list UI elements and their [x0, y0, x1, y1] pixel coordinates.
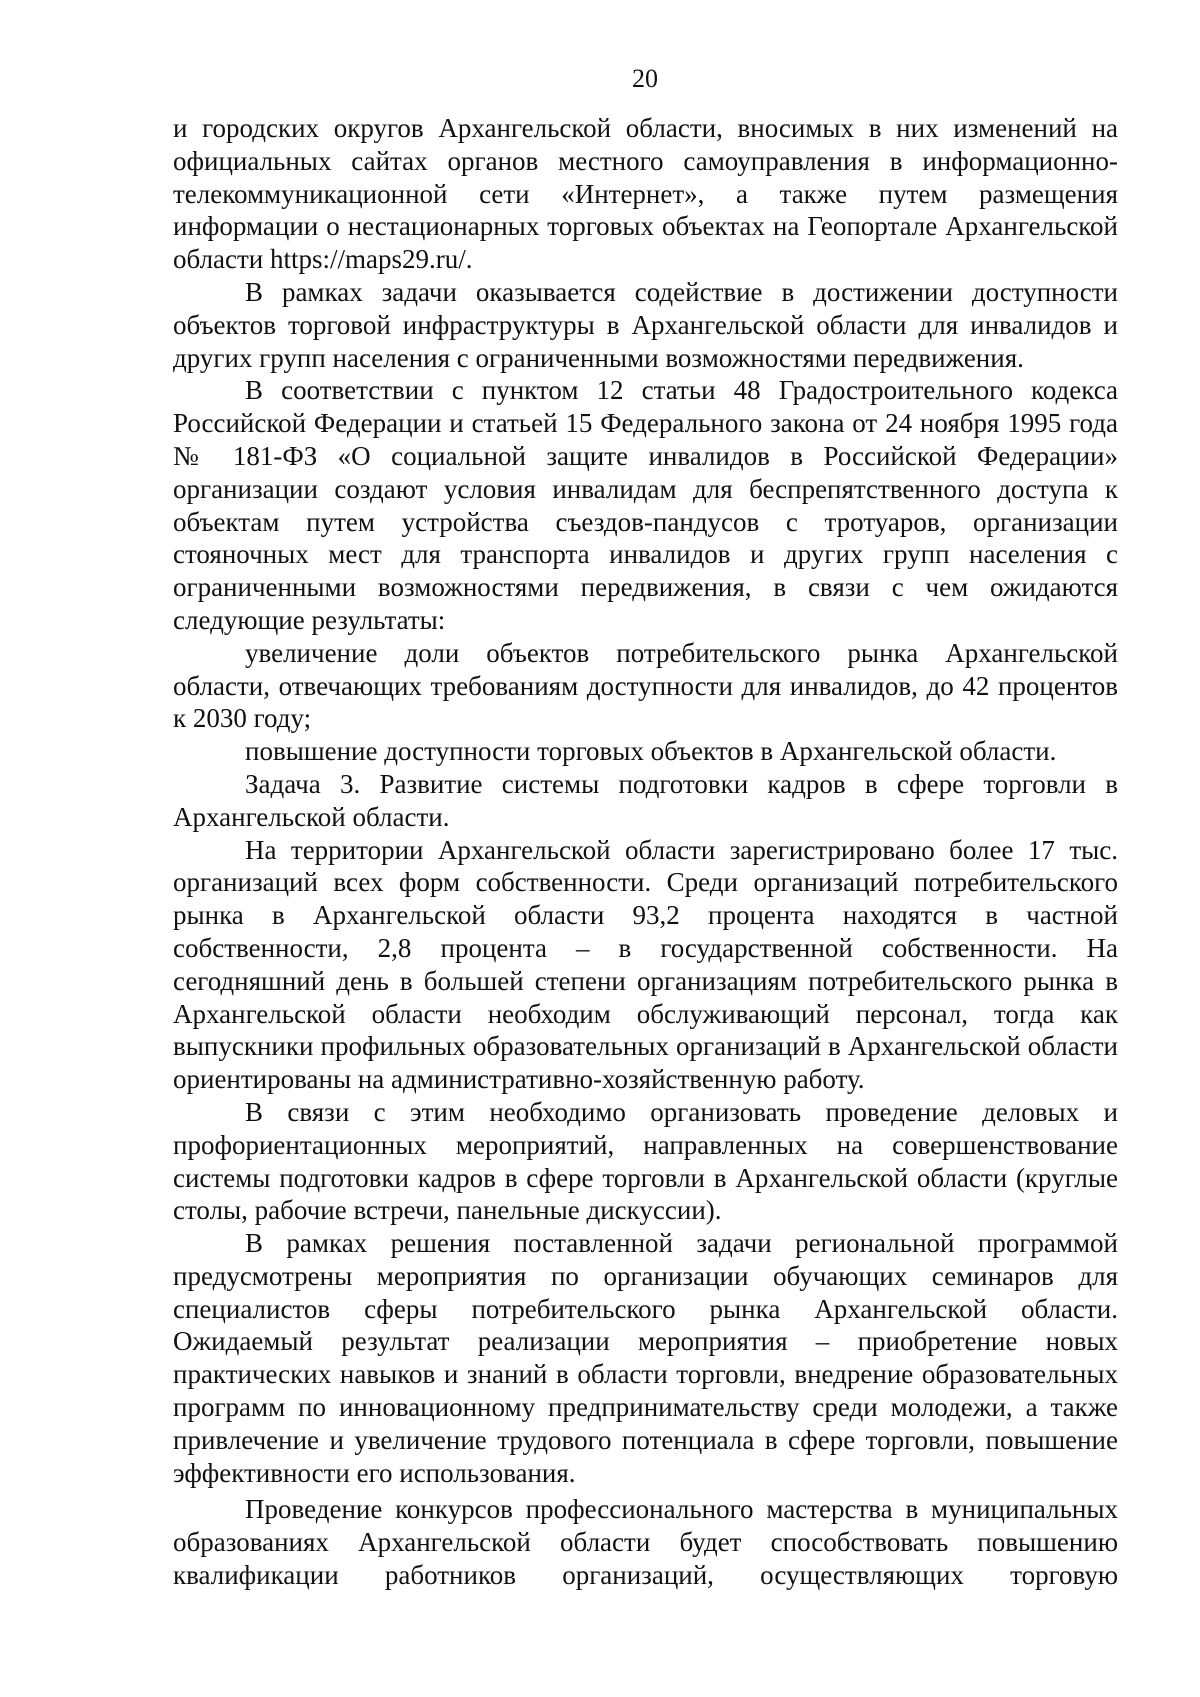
- paragraph-result-access: повышение доступности торговых объектов в Архангельской области.: [245, 736, 1057, 767]
- paragraph-accessibility-assistance: В рамках задачи оказывается содействие в достижении доступности объектов торговой инфраструктуры в Архангельской области для инвалидов и других групп населения с ограниченными возможностями передвижения.: [173, 276, 1118, 373]
- paragraph-competitions: Проведение конкурсов профессионального мастерства в муниципальных образованиях Архангельской области будет способствовать повышению квалификации работников организаций, осуществляющих торговую: [173, 1494, 1118, 1591]
- paragraph-organizations-stats: На территории Архангельской области зарегистрировано более 17 тыс. организаций всех форм собственности. Среди организаций потребительского рынка в Архангельской области 93,2 процента находятся в частной собственности, 2,8 процента – в государственной собственности. На сегодняшний день в большей степени организациям потребительского рынка в Архангельской области необходим обслуживающий персонал, тогда как выпускники профильных образовательных организаций в Архангельской области ориентированы на административно-хозяйственную работу.: [173, 834, 1118, 1095]
- document-body: [173, 112, 1118, 1592]
- paragraph-legal-basis: В соответствии с пунктом 12 статьи 48 Градостроительного кодекса Российской Федерации и статьей 15 Федерального закона от 24 ноября 1995 года № 181-ФЗ «О социальной защите инвалидов в Российской Федерации» организации создают условия инвалидам для беспрепятственного доступа к объектам путем устройства съездов-пандусов с тротуаров, организации стояночных мест для транспорта инвалидов и других групп населения с ограниченными возможностями передвижения, в связи с чем ожидаются следующие результаты:: [173, 375, 1118, 635]
- paragraph-result-share: увеличение доли объектов потребительского рынка Архангельской области, отвечающих требованиям доступности для инвалидов, до 42 процентов к 2030 году;: [173, 637, 1118, 734]
- paragraph-task-3-heading: Задача 3. Развитие системы подготовки кадров в сфере торговли в Архангельской области.: [173, 768, 1118, 832]
- paragraph-career-events: В связи с этим необходимо организовать проведение деловых и профориентационных мероприятий, направленных на совершенствование системы подготовки кадров в сфере торговли в Архангельской области (круглые столы, рабочие встречи, панельные дискуссии).: [173, 1096, 1118, 1226]
- paragraph-seminars: В рамках решения поставленной задачи региональной программой предусмотрены мероприятия по организации обучающих семинаров для специалистов сферы потребительского рынка Архангельской области. Ожидаемый результат реализации мероприятия – приобретение новых практических навыков и знаний в области торговли, внедрение образовательных программ по инновационному предпринимательству среди молодежи, а также привлечение и увеличение трудового потенциала в сфере торговли, повышение эффективности его использования.: [173, 1228, 1118, 1488]
- paragraph-continuation: и городских округов Архангельской области, вносимых в них изменений на официальных сайтах органов местного самоуправления в информационно-телекоммуникационной сети «Интернет», а также путем размещения информации о нестационарных торговых объектах на Геопортале Архангельской области https://maps29.ru/.: [173, 113, 1118, 275]
- page-number: 20: [632, 64, 658, 93]
